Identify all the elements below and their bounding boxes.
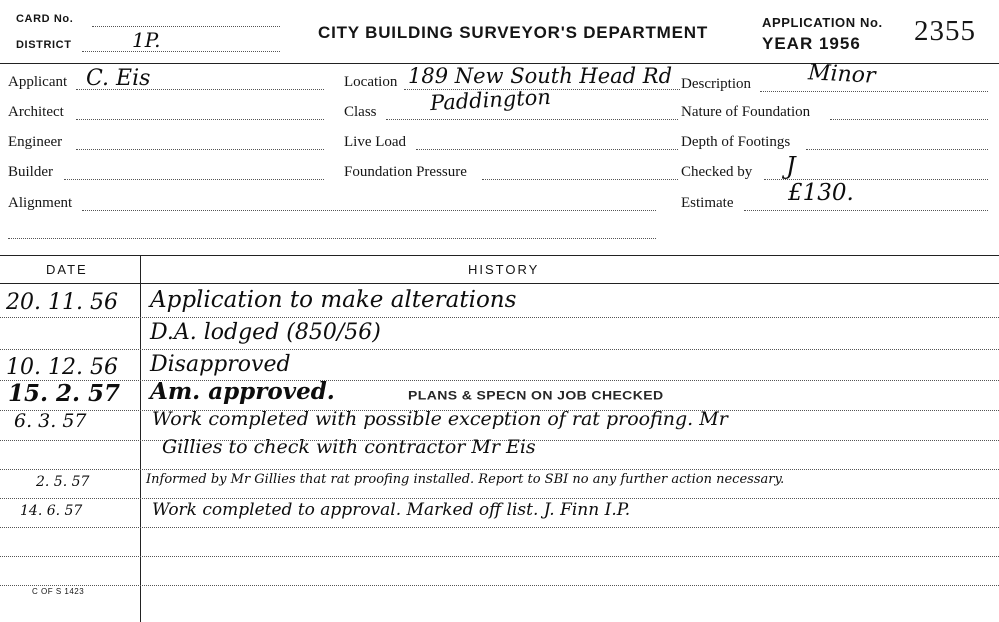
history-line-2 [0, 349, 999, 350]
alignment-label: Alignment [8, 195, 73, 211]
description-label: Description [681, 76, 751, 92]
history-text: Work completed to approval. Marked off list. J. Finn I.P. [152, 500, 631, 520]
builder-line [64, 179, 324, 180]
checked-by-label: Checked by [681, 164, 753, 180]
history-top-border [0, 255, 999, 256]
history-text: Informed by Mr Gillies that rat proofing installed. Report to SBI no any further action necessary. [146, 472, 785, 487]
engineer-label: Engineer [8, 134, 63, 150]
district-label: DISTRICT [16, 39, 72, 51]
history-date: 20. 11. 56 [6, 290, 118, 315]
history-text: Gillies to check with contractor Mr Eis [162, 436, 536, 458]
blank-line [8, 238, 656, 239]
history-line-10 [0, 585, 999, 586]
history-line-9 [0, 556, 999, 557]
architect-line [76, 119, 324, 120]
description-line [760, 91, 988, 92]
year-label: YEAR 1956 [762, 34, 861, 53]
plans-checked-stamp: PLANS & SPECN ON JOB CHECKED [408, 388, 664, 402]
history-line-8 [0, 527, 999, 528]
engineer-line [76, 149, 324, 150]
history-header-border [0, 283, 999, 284]
history-header: HISTORY [468, 262, 540, 277]
history-text: Application to make alterations [150, 287, 517, 313]
applicant-line [76, 89, 324, 90]
checked-by-value: J [786, 152, 796, 180]
history-line-7 [0, 498, 999, 499]
application-no-label: APPLICATION No. [762, 15, 883, 30]
estimate-value: £130. [788, 180, 854, 206]
alignment-line [82, 210, 656, 211]
live-load-label: Live Load [344, 134, 407, 150]
history-text: Work completed with possible exception of rat proofing. Mr [152, 408, 728, 430]
history-line-6 [0, 469, 999, 470]
history-date: 14. 6. 57 [20, 503, 83, 519]
description-value: Minor [807, 60, 877, 89]
district-value: 1P. [132, 28, 161, 52]
history-line-1 [0, 317, 999, 318]
nature-of-foundation-label: Nature of Foundation [681, 104, 811, 120]
applicant-value: C. Eis [86, 66, 151, 91]
department-title: CITY BUILDING SURVEYOR'S DEPARTMENT [318, 23, 709, 42]
builder-label: Builder [8, 164, 53, 180]
estimate-label: Estimate [681, 195, 734, 211]
district-line [82, 51, 280, 52]
class-value: Paddington [429, 84, 552, 116]
history-text: Disapproved [150, 352, 291, 377]
architect-label: Architect [8, 104, 64, 120]
location-label: Location [344, 74, 398, 90]
estimate-line [744, 210, 988, 211]
class-label: Class [344, 104, 377, 120]
live-load-line [416, 149, 678, 150]
card-no-label: CARD No. [16, 13, 74, 25]
card-no-line [92, 26, 280, 27]
application-number: 2355 [914, 15, 976, 47]
foundation-pressure-label: Foundation Pressure [344, 164, 467, 180]
nature-line [830, 119, 988, 120]
class-line [386, 119, 678, 120]
history-date: 10. 12. 56 [6, 355, 118, 380]
history-date: 6. 3. 57 [14, 410, 87, 432]
applicant-label: Applicant [8, 74, 68, 90]
history-date: 15. 2. 57 [8, 380, 121, 407]
form-code: C OF S 1423 [32, 587, 85, 596]
depth-line [806, 149, 988, 150]
history-text: Am. approved. [150, 378, 335, 405]
foundation-pressure-line [482, 179, 678, 180]
location-value: 189 New South Head Rd [408, 64, 673, 88]
history-text: D.A. lodged (850/56) [150, 320, 381, 345]
depth-of-footings-label: Depth of Footings [681, 134, 791, 150]
history-date: 2. 5. 57 [36, 474, 90, 490]
date-header: DATE [46, 262, 88, 277]
date-column-divider [140, 255, 141, 622]
